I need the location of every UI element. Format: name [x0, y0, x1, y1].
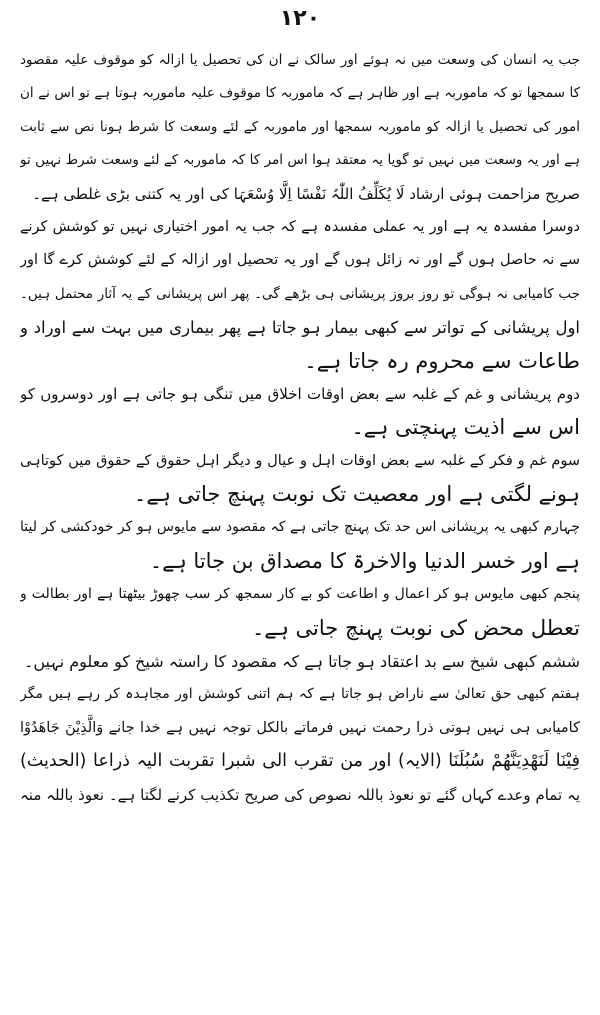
text-line: تعطل محض کی نوبت پہنچ جاتی ہے۔ [251, 615, 580, 640]
text-line: سوم غم و فکر کے غلبہ سے بعض اوقات اہل و عیال و دیگر اہل حقوق کے حقوق میں کوتاہی [20, 452, 580, 469]
text-line: اس سے اذیت پہنچتی ہے۔ [351, 415, 580, 440]
text-line: دوم پریشانی و غم کے غلبہ سے بعض اوقات اخلاق میں تنگی ہو جاتی ہے اور دوسروں کو [20, 384, 580, 403]
text-line: چہارم کبھی یہ پریشانی اس حد تک پہنچ جاتی ہے کہ مقصود سے مایوس ہو کر خودکشی کر لیتا [20, 519, 580, 536]
text-line: ہفتم کبھی حق تعالیٰ سے ناراض ہو جاتا ہے کہ ہم اتنی کوشش اور مجاہدہ کر رہے ہیں مگر [20, 686, 580, 703]
text-line: سے نہ حاصل ہوں گے اور نہ زائل ہوں گے اور یہ تحصیل اور ازالہ کے لئے کوشش کرے گا اور [20, 252, 580, 269]
text-line: ہے اور یہ وسعت میں نہیں تو گویا یہ معتقد ہوا اس امر کا کہ ماموربہ کے لئے وسعت شرط نہیں تو [20, 152, 580, 169]
text-line: یہ تمام وعدے کہاں گئے تو نعوذ باللہ نصوص کی صریح تکذیب کرنے لگتا ہے۔ نعوذ باللہ منہ [20, 785, 580, 804]
text-line: پنجم کبھی مایوس ہو کر اعمال و اطاعت کو بے کار سمجھ کر سب چھوڑ بیٹھتا ہے اور بطالت و [20, 586, 580, 603]
text-line: جب کامیابی نہ ہوگی تو روز بروز پریشانی ہی بڑھے گی۔ پھر اس پریشانی کے یہ آثار محتمل ہیں۔ [20, 285, 580, 302]
text-line: صریح مزاحمت ہوئی ارشاد لَا یُکَلِّفُ اللّٰہُ نَفْسًا اِلَّا وُسْعَہَا کی اور یہ کتنی بڑی غلطی ہے۔ [32, 184, 580, 203]
page-number: ۱۲۰ [279, 6, 321, 31]
text-line: طاعات سے محروم رہ جاتا ہے۔ [304, 348, 580, 373]
text-line: کا سمجھا تو کہ ماموربہ ہے اور ظاہر ہے کہ ماموربہ کا موقوف علیہ ماموربہ ہوتا ہے تو اس نے ان [20, 85, 580, 102]
text-line: امور کی تحصیل یا ازالہ کو ماموربہ سمجھا اور ماموربہ کے لئے وسعت کا شرط ہونا نص سے ثابت [20, 118, 580, 135]
text-line: فِیْنَا لَنَھْدِیَنَّھُمْ سُبُلَنَا (الایہ) اور من تقرب الی شبرا تقربت الیہ ذراعا (الحدیث) [20, 751, 580, 772]
text-line: ششم کبھی شیخ سے بد اعتقاد ہو جاتا ہے کہ مقصود کا راستہ شیخ کو معلوم نہیں۔ [23, 652, 580, 672]
text-line: اول پریشانی کے تواتر سے کبھی بیمار ہو جاتا ہے پھر بیماری میں بہت سے اوراد و [20, 318, 580, 338]
body-text [20, 44, 580, 812]
text-line: ہے اور خسر الدنیا والاخرۃ کا مصداق بن جاتا ہے۔ [149, 548, 580, 573]
text-line: ہونے لگتی ہے اور معصیت تک نوبت پہنچ جاتی ہے۔ [134, 482, 580, 507]
text-line: جب یہ انسان کی وسعت میں نہ ہوئے اور سالک نے ان کی تحصیل یا ازالہ کو موقوف علیہ مقصود [20, 52, 580, 68]
text-line: دوسرا مفسدہ یہ ہے اور یہ عملی مفسدہ ہے کہ جب یہ امور اختیاری نہیں تو کوشش کرنے [20, 218, 580, 235]
text-line: کامیابی ہی نہیں ہوتی ذرا رحمت نہیں فرماتے بالکل توجہ نہیں ہے خدا جانے وَالَّذِیْنَ جَاھَدُوْا [20, 719, 580, 736]
